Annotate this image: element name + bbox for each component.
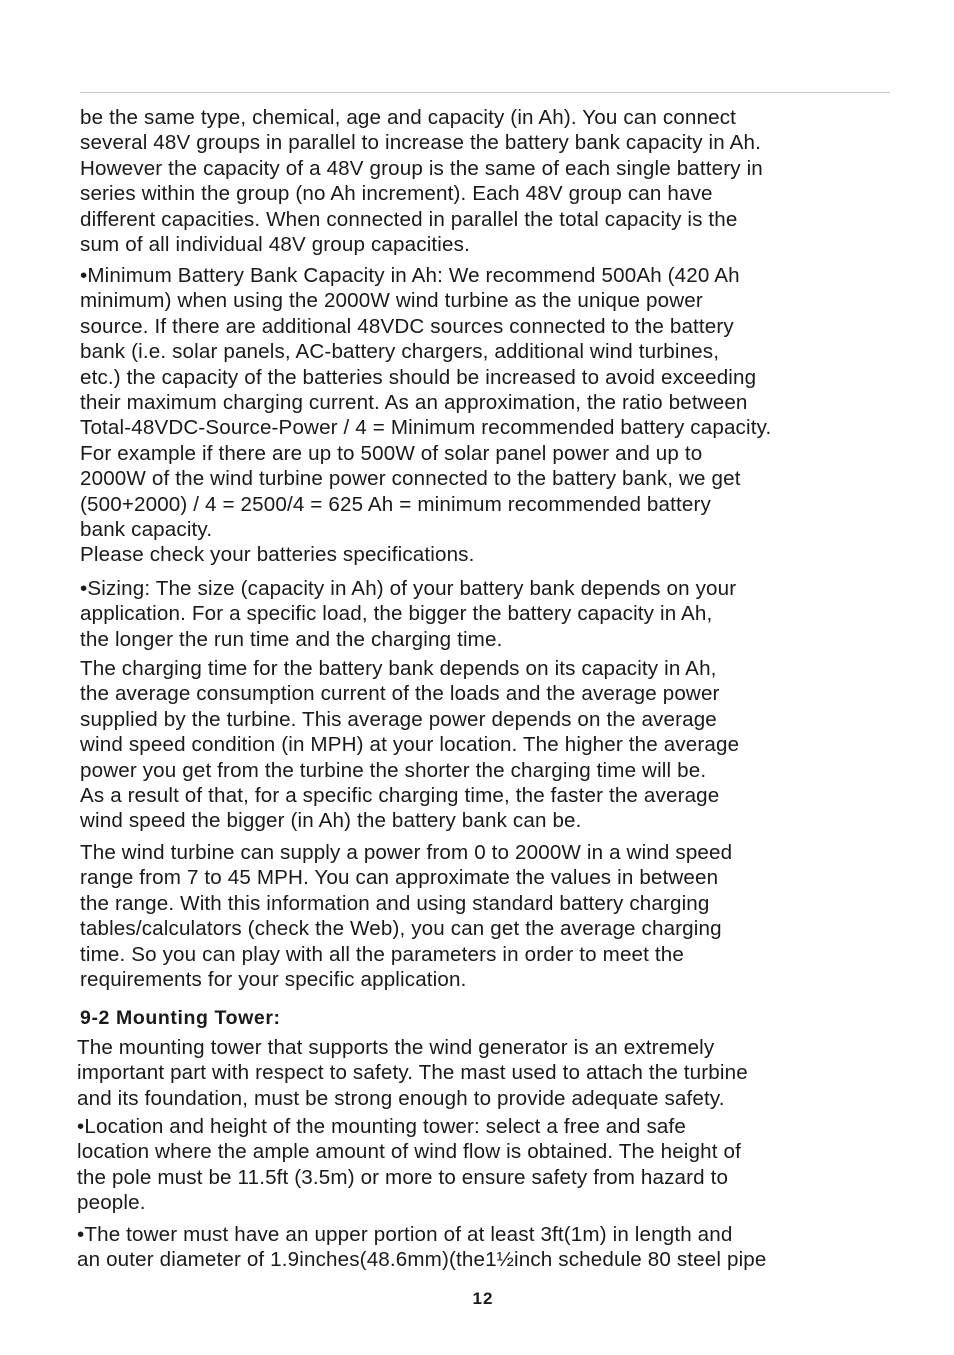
paragraph-tower-dimensions [77,1222,907,1273]
text-line: •Sizing: The size (capacity in Ah) of your battery bank depends on your [80,577,737,600]
text-line: people. [77,1191,146,1215]
text-line: series within the group (no Ah increment). Each 48V group can have [80,182,713,206]
text-line: sum of all individual 48V group capacities. [80,233,470,257]
paragraph-sizing [80,576,910,652]
text-line: power you get from the turbine the shorter the charging time will be. [80,758,707,782]
text-line: •The tower must have an upper portion of at least 3ft(1m) in length and [77,1223,733,1246]
text-line: application. For a specific load, the bigger the battery capacity in Ah, [80,602,713,626]
text-line: etc.) the capacity of the batteries should be increased to avoid exceeding [80,365,757,389]
text-line: supplied by the turbine. This average power depends on the average [80,707,717,731]
text-line: wind speed condition (in MPH) at your location. The higher the average [80,733,740,757]
text-line: However the capacity of a 48V group is the same of each single battery in [80,156,763,180]
paragraph-tower-intro [77,1035,907,1111]
text-line: the longer the run time and the charging time. [80,627,503,651]
text-line: requirements for your specific application. [80,968,467,992]
paragraph-turbine-power [80,840,910,992]
text-line: Total-48VDC-Source-Power / 4 = Minimum recommended battery capacity. [80,416,772,440]
text-line: tables/calculators (check the Web), you can get the average charging [80,917,722,941]
paragraph-charging-time [80,656,910,834]
header-divider [80,92,890,93]
text-line: important part with respect to safety. The mast used to attach the turbine [77,1061,748,1085]
paragraph-battery-groups [80,105,910,257]
text-line: an outer diameter of 1.9inches(48.6mm)(the1½inch schedule 80 steel pipe [77,1248,767,1272]
text-line: range from 7 to 45 MPH. You can approximate the values in between [80,866,719,890]
text-line: •Minimum Battery Bank Capacity in Ah: We recommend 500Ah (420 Ah [80,264,740,287]
text-line: As a result of that, for a specific charging time, the faster the average [80,784,720,808]
text-line: bank capacity. [80,518,213,542]
text-line: wind speed the bigger (in Ah) the battery bank can be. [80,809,582,833]
text-line: (500+2000) / 4 = 2500/4 = 625 Ah = minimum recommended battery [80,492,711,516]
text-line: location where the ample amount of wind flow is obtained. The height of [77,1140,741,1164]
text-line: be the same type, chemical, age and capacity (in Ah). You can connect [80,106,737,129]
text-line: their maximum charging current. As an approximation, the ratio between [80,391,748,415]
text-line: several 48V groups in parallel to increase the battery bank capacity in Ah. [80,131,761,155]
text-line: and its foundation, must be strong enough to provide adequate safety. [77,1086,725,1110]
page-number: 12 [472,1289,494,1308]
section-heading-mounting-tower: 9-2 Mounting Tower: [80,1007,281,1029]
text-line: The wind turbine can supply a power from 0 to 2000W in a wind speed [80,841,733,864]
text-line: The mounting tower that supports the wind generator is an extremely [77,1036,715,1059]
text-line: minimum) when using the 2000W wind turbine as the unique power [80,289,703,313]
text-line: source. If there are additional 48VDC sources connected to the battery [80,314,734,338]
text-line: the pole must be 11.5ft (3.5m) or more to ensure safety from hazard to [77,1165,729,1189]
text-line: Please check your batteries specifications. [80,543,475,567]
text-line: different capacities. When connected in parallel the total capacity is the [80,207,738,231]
text-line: time. So you can play with all the parameters in order to meet the [80,942,684,966]
text-line: the range. With this information and using standard battery charging [80,891,710,915]
text-line: bank (i.e. solar panels, AC-battery chargers, additional wind turbines, [80,340,720,364]
paragraph-tower-location [77,1114,907,1216]
text-line: The charging time for the battery bank depends on its capacity in Ah, [80,657,717,680]
text-line: •Location and height of the mounting tower: select a free and safe [77,1115,686,1138]
text-line: the average consumption current of the loads and the average power [80,682,720,706]
text-line: For example if there are up to 500W of solar panel power and up to [80,441,703,465]
text-line: 2000W of the wind turbine power connected to the battery bank, we get [80,467,741,491]
paragraph-minimum-capacity [80,263,910,568]
